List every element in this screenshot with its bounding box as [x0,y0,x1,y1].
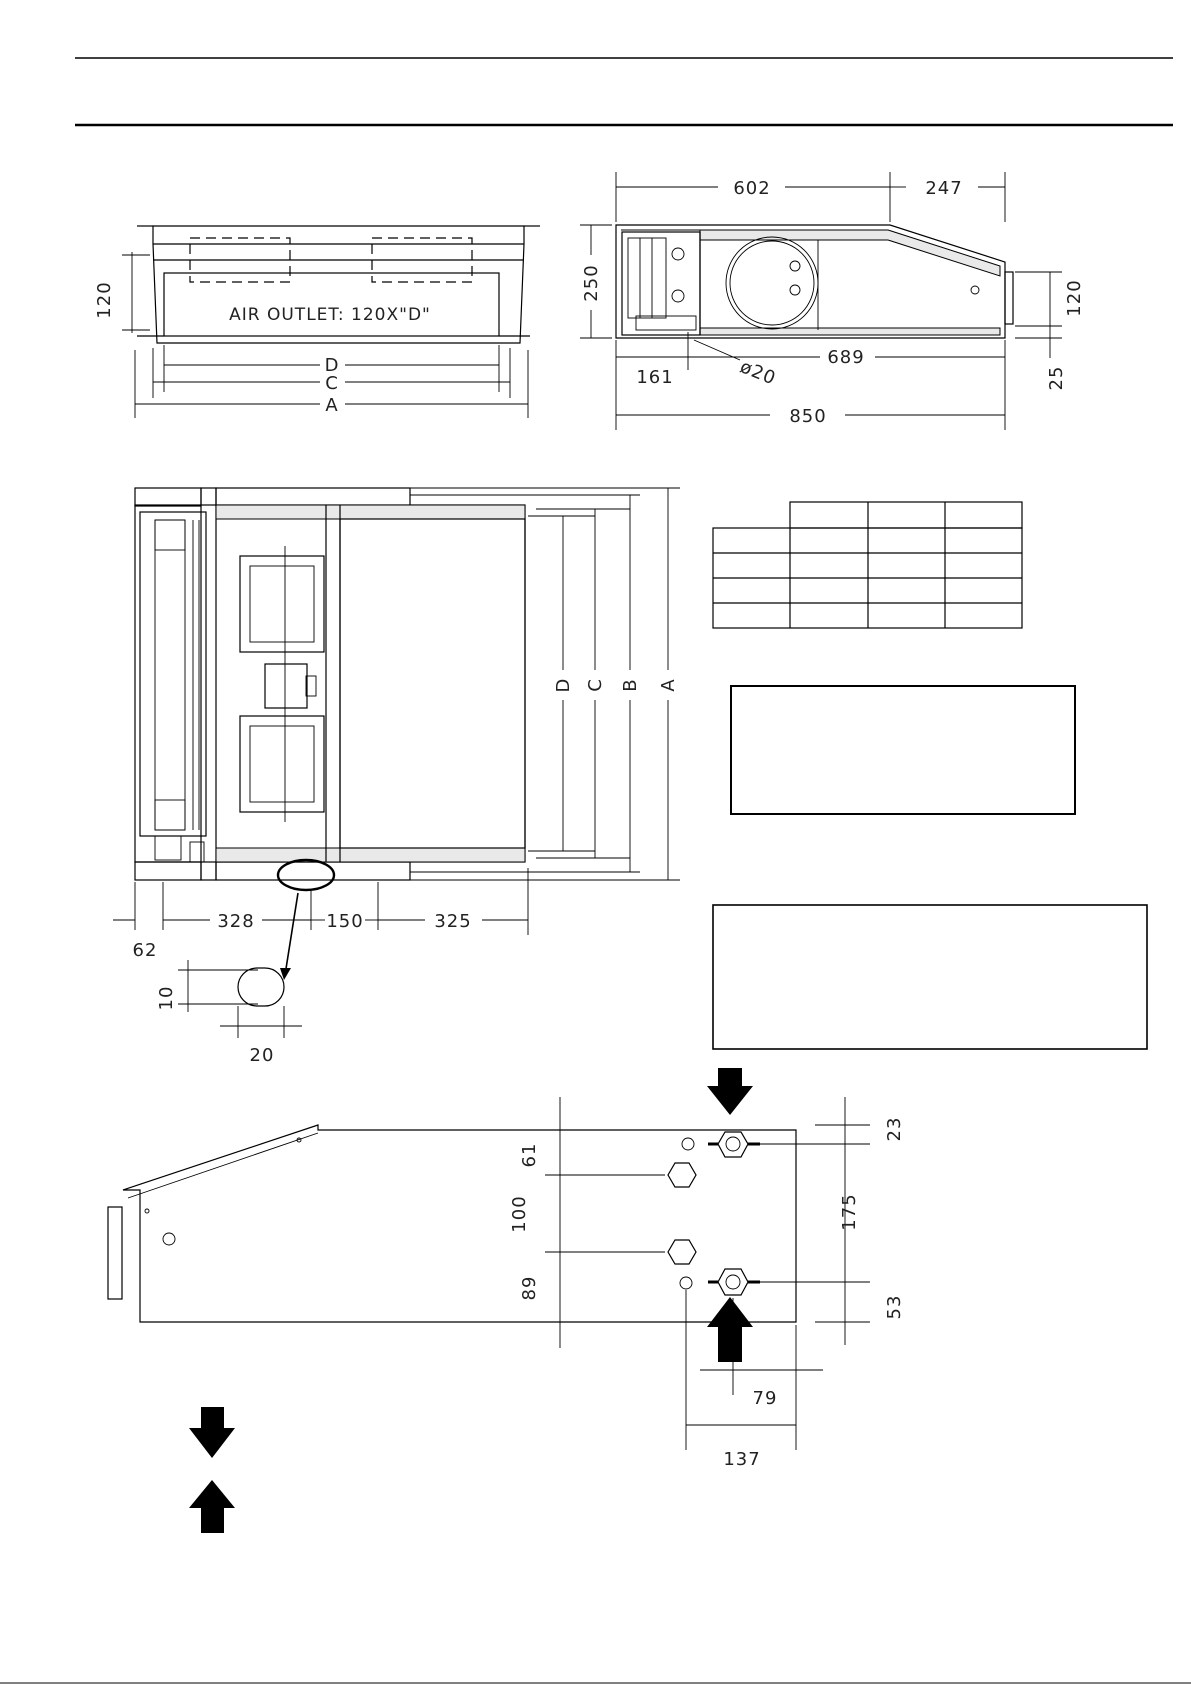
dim-247: 247 [925,178,963,199]
slot-dim-10: 10 [156,985,177,1011]
letter-d-plan: D [553,677,574,693]
air-outlet-label: AIR OUTLET: 120X"D" [229,305,431,325]
dim-120-right: 120 [1064,279,1085,317]
letter-c-front: C [325,373,339,394]
dim-89: 89 [519,1275,540,1301]
legend-arrows [189,1407,235,1533]
dim-325: 325 [434,911,472,932]
dim-61: 61 [519,1142,540,1168]
dim-161: 161 [636,367,674,388]
dim-diameter-20: ø20 [737,356,780,390]
slot-dim-20: 20 [249,1045,275,1066]
dim-front-height: 120 [94,281,115,319]
arrow-up-icon [189,1480,235,1533]
letter-a-front: A [325,395,339,416]
dim-62: 62 [132,940,158,961]
note-box-lower [713,905,1147,1049]
dim-689: 689 [827,347,865,368]
letter-c-plan: C [585,678,606,692]
section-view [580,172,1085,430]
front-view [94,226,540,418]
size-table [713,502,1022,628]
dim-850: 850 [789,406,827,427]
connection-view [108,1068,905,1470]
letter-a-plan: A [658,678,679,692]
dim-250: 250 [581,264,602,302]
letter-b-plan: B [620,678,641,692]
dim-100: 100 [509,1195,530,1233]
dim-23: 23 [884,1116,905,1142]
dim-602: 602 [733,178,771,199]
dim-137: 137 [723,1449,761,1470]
dim-25: 25 [1046,365,1067,391]
arrow-down-icon [189,1407,235,1458]
dim-175: 175 [839,1193,860,1231]
dim-79: 79 [752,1388,778,1409]
letter-d-front: D [324,355,340,376]
dim-150: 150 [326,911,364,932]
dim-328: 328 [217,911,255,932]
note-box-upper [731,686,1075,814]
dim-53: 53 [884,1294,905,1320]
plan-view [113,488,680,1066]
